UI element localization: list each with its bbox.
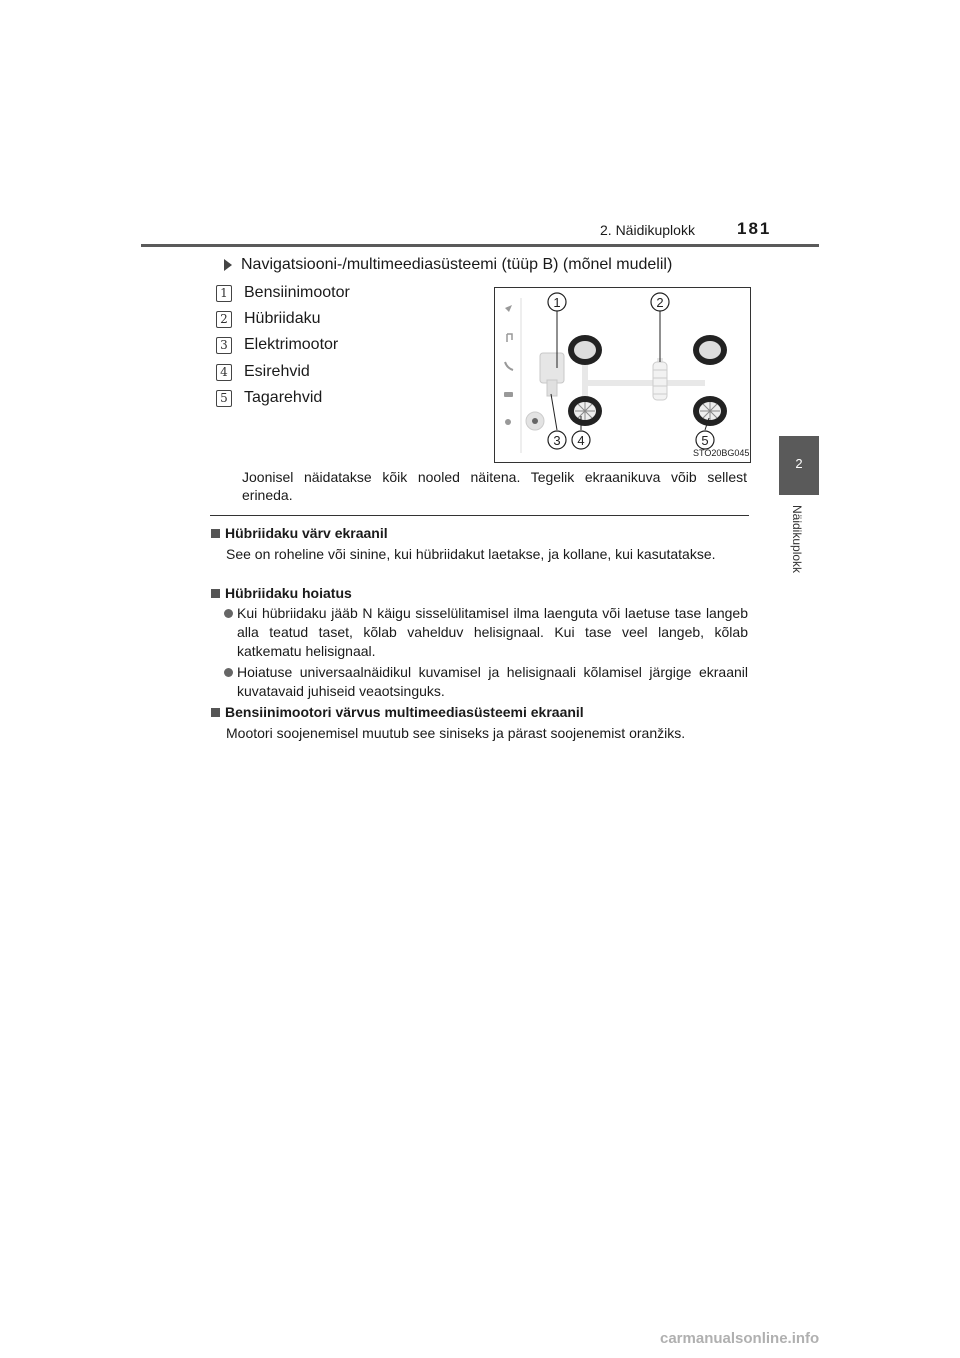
section-title: 2. Näidikuplokk: [600, 222, 695, 238]
figure-note: Joonisel näidatakse kõik nooled näitena. Tegelik ekraanikuva võib sellest erineda.: [242, 469, 747, 503]
callout-number-3: 3: [216, 337, 232, 354]
list-item-label: Esirehvid: [244, 363, 310, 380]
square-bullet-icon: [211, 589, 220, 598]
navigation-icon: [505, 305, 512, 312]
bullet-text: Kui hübriidaku jääb N käigu sisselülitamisel ilma laenguta või laetuse tase langeb alla teatud taset, kõlab vahelduv helisignaal. Kui tase veel langeb, kõlab katkematu helisignaal.: [237, 605, 748, 659]
front-right-tire: [693, 335, 727, 365]
section-separator: [210, 515, 749, 516]
section-heading: [211, 704, 584, 720]
page-number: 181: [737, 219, 772, 238]
subheading: [224, 256, 672, 274]
list-item: [216, 363, 310, 381]
list-item-label: Bensiinimootor: [244, 284, 350, 301]
subheading-text: Navigatsiooni-/multimeediasüsteemi (tüüp B) (mõnel mudelil): [241, 256, 673, 273]
front-left-tire: [568, 335, 602, 365]
figure-callout-2: 2: [656, 295, 664, 310]
section-heading-text: Hübriidaku värv ekraanil: [225, 525, 388, 541]
list-item: [216, 389, 322, 407]
callout-number-5: 5: [216, 390, 232, 407]
bullet-text: Hoiatuse universaalnäidikul kuvamisel ja helisignaali kõlamisel järgige ekraanil kuvatavaid juhiseid veaotsinguks.: [237, 664, 748, 699]
list-item-label: Elektrimootor: [244, 336, 339, 353]
section-heading-text: Hübriidaku hoiatus: [225, 585, 352, 601]
bullet-item: [224, 604, 748, 661]
energy-monitor-drawing: [495, 288, 750, 462]
list-item: [216, 284, 350, 302]
callout-number-4: 4: [216, 364, 232, 381]
section-heading: [211, 585, 352, 601]
callout-number-1: 1: [216, 285, 232, 302]
phone-icon: [505, 362, 513, 370]
callout-number-2: 2: [216, 311, 232, 328]
car-icon: [504, 392, 513, 397]
menu-icons: [504, 305, 513, 425]
rear-left-tire: [568, 396, 602, 426]
figure-callout-5: 5: [701, 433, 709, 448]
music-icon: [507, 334, 512, 342]
chapter-tab-number: 2: [795, 456, 803, 471]
hybrid-battery: [653, 362, 667, 400]
energy-monitor-illustration: [494, 287, 751, 463]
chapter-tab: [779, 436, 819, 495]
square-bullet-icon: [211, 708, 220, 717]
list-item-label: Hübriidaku: [244, 310, 321, 327]
triangle-bullet-icon: [224, 259, 232, 271]
settings-icon: [505, 419, 511, 425]
figure-code: STO20BG045: [693, 448, 750, 458]
figure-callout-3: 3: [553, 433, 561, 448]
header-rule: [141, 244, 819, 247]
rear-right-tire: [693, 396, 727, 426]
chapter-tab-label: Näidikuplokk: [790, 505, 804, 574]
figure-callout-1: 1: [553, 295, 561, 310]
section-body: Mootori soojenemisel muutub see siniseks ja pärast soojenemist oranžiks.: [226, 725, 686, 741]
round-bullet-icon: [224, 609, 233, 618]
section-heading-text: Bensiinimootori värvus multimeediasüsteemi ekraanil: [225, 704, 584, 720]
section-body: See on roheline või sinine, kui hübriidakut laetakse, ja kollane, kui kasutatakse.: [226, 546, 716, 562]
bullet-item: [224, 663, 748, 701]
round-bullet-icon: [224, 668, 233, 677]
list-item-label: Tagarehvid: [244, 389, 323, 406]
figure-callout-4: 4: [577, 433, 585, 448]
list-item: [216, 310, 320, 328]
square-bullet-icon: [211, 529, 220, 538]
watermark: carmanualsonline.info: [660, 1330, 820, 1347]
section-heading: [211, 525, 388, 541]
list-item: [216, 336, 338, 354]
